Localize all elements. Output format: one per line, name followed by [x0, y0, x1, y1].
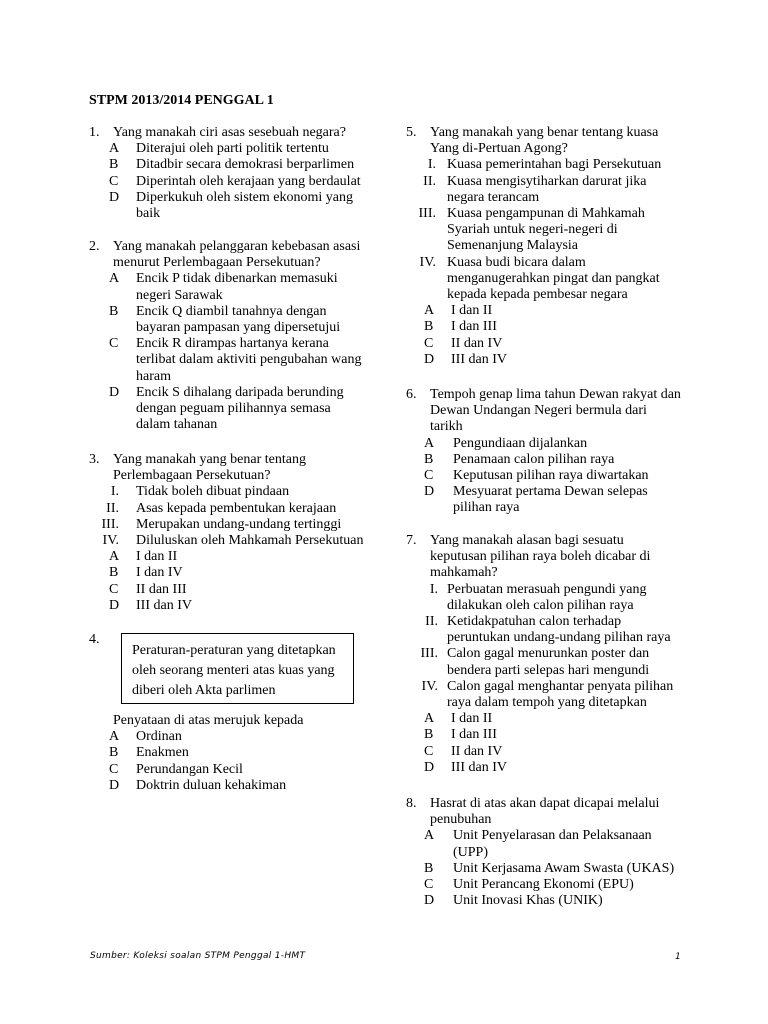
statement-numeral: I.: [429, 581, 438, 597]
option-letter: C: [424, 743, 434, 759]
stem-line: Yang di-Pertuan Agong?: [430, 141, 568, 157]
option-letter: C: [424, 877, 434, 893]
statement-text: Ketidakpatuhan calon terhadap: [447, 614, 622, 630]
option-text: Unit Kerjasama Awam Swasta (UKAS): [453, 860, 675, 876]
question-stem: Penyataan di atas merujuk kepada: [113, 713, 304, 728]
statement-numeral: IV.: [421, 678, 438, 694]
option-letter: C: [424, 468, 434, 484]
statement-item: [406, 206, 706, 255]
answer-option-b: [406, 861, 706, 877]
option-letter: A: [424, 711, 435, 727]
statement-item: [406, 679, 706, 711]
question-stem: [89, 125, 379, 141]
option-text: Unit Perancang Ekonomi (EPU): [453, 877, 634, 893]
option-letter: B: [109, 745, 119, 761]
answer-option-c: [89, 174, 379, 190]
question-2: [89, 239, 379, 433]
question-5: [406, 125, 706, 368]
option-letter: B: [109, 565, 119, 581]
option-text: bayaran pampasan yang dipersetujui: [136, 320, 341, 336]
question-8: [406, 796, 706, 909]
page-number: 1: [675, 952, 681, 962]
statement-numeral: II.: [106, 500, 119, 516]
statement-text: Diluluskan oleh Mahkamah Persekutuan: [136, 533, 364, 549]
stem-line: Yang manakah yang benar tentang: [113, 452, 306, 467]
question-4: [109, 713, 403, 794]
statement-text: Tidak boleh dibuat pindaan: [136, 484, 290, 500]
option-text: Unit Penyelarasan dan Pelaksanaan: [453, 828, 652, 844]
statement-item: [406, 255, 706, 304]
box-line: oleh seorang menteri atas kuas yang: [132, 663, 335, 678]
stem-line: keputusan pilihan raya boleh dicabar di: [430, 549, 651, 565]
statement-numeral: III.: [420, 646, 438, 662]
answer-option-c: [109, 761, 403, 778]
statement-item: [406, 174, 706, 206]
statement-numeral: IV.: [102, 533, 119, 549]
question-1: [89, 125, 379, 222]
option-text: terlibat dalam aktiviti pengubahan wang: [136, 352, 362, 368]
option-letter: C: [424, 335, 434, 351]
statement-item: [406, 582, 706, 614]
footer-source: Sumber: Koleksi soalan STPM Penggal 1-HMT: [90, 951, 306, 961]
option-letter: A: [424, 303, 435, 319]
option-text: Keputusan pilihan raya diwartakan: [453, 468, 649, 484]
option-text: (UPP): [453, 844, 489, 860]
option-text: Enakmen: [136, 745, 189, 761]
question-stem: [89, 239, 379, 271]
question-6: [406, 387, 706, 517]
answer-option-b: [89, 565, 379, 581]
statement-text: Syariah untuk negeri-negeri di: [447, 222, 618, 238]
statement-text: Calon gagal menghantar penyata pilihan: [447, 678, 674, 694]
option-text: dalam tahanan: [136, 417, 218, 433]
option-letter: B: [424, 451, 434, 467]
answer-option-a: [406, 436, 706, 452]
stem-line: Dewan Undangan Negeri bermula dari: [430, 403, 647, 419]
stem-line: Hasrat di atas akan dapat dicapai melalui: [430, 796, 660, 811]
answer-option-d: [406, 352, 706, 368]
question-number: 5.: [406, 125, 417, 140]
statement-item: [406, 157, 706, 173]
question-number: 2.: [89, 239, 100, 254]
question-stem: [406, 796, 706, 828]
question-number: 6.: [406, 387, 417, 402]
option-text: III dan IV: [451, 759, 507, 775]
option-text: Encik Q diambil tanahnya dengan: [136, 303, 327, 319]
option-letter: A: [424, 828, 435, 844]
option-text: III dan IV: [451, 351, 507, 367]
answer-option-c: [406, 744, 706, 760]
question-stem: [406, 387, 706, 436]
option-letter: D: [424, 893, 435, 909]
option-text: baik: [136, 206, 161, 222]
answer-option-d: [406, 484, 706, 516]
option-text: Doktrin duluan kehakiman: [136, 777, 287, 793]
statement-item: [89, 484, 379, 500]
option-text: Ditadbir secara demokrasi berparlimen: [136, 157, 355, 173]
page-title: STPM 2013/2014 PENGGAL 1: [89, 93, 274, 108]
statement-text: kepada kepada pembesar negara: [447, 287, 628, 303]
option-letter: A: [109, 271, 120, 287]
option-text: Diperkukuh oleh sistem ekonomi yang: [136, 189, 353, 205]
statement-numeral: IV.: [419, 254, 436, 270]
option-letter: B: [424, 319, 434, 335]
statement-text: peruntukan undang-undang pilihan raya: [447, 630, 671, 646]
stem-line: Tempoh genap lima tahun Dewan rakyat dan: [430, 387, 681, 402]
answer-option-c: [89, 336, 379, 385]
statement-text: Kuasa pemerintahan bagi Persekutuan: [447, 157, 662, 173]
option-text: I dan II: [451, 303, 493, 319]
answer-option-b: [406, 319, 706, 335]
option-letter: B: [109, 157, 119, 173]
option-text: II dan III: [136, 581, 187, 597]
answer-option-d: [89, 598, 379, 614]
statement-numeral: II.: [423, 173, 436, 189]
answer-option-b: [406, 452, 706, 468]
statement-numeral: I.: [110, 484, 119, 500]
option-text: Diterajui oleh parti politik tertentu: [136, 141, 329, 157]
option-letter: A: [424, 435, 435, 451]
answer-option-b: [109, 745, 403, 761]
question-7: [406, 533, 706, 776]
statement-text: raya dalam tempoh yang ditetapkan: [447, 695, 647, 711]
answer-option-d: [89, 190, 379, 222]
option-letter: D: [109, 777, 120, 793]
stem-line: Yang manakah alasan bagi sesuatu: [430, 533, 624, 548]
answer-option-c: [406, 877, 706, 893]
option-text: II dan IV: [451, 335, 503, 351]
statement-item: [89, 501, 379, 517]
option-text: I dan IV: [136, 565, 183, 581]
answer-option-a: [89, 141, 379, 157]
statement-text: Merupakan undang-undang tertinggi: [136, 516, 342, 532]
statement-text: negara terancam: [447, 189, 540, 205]
answer-option-b: [406, 727, 706, 743]
answer-option-a: [406, 828, 706, 860]
box-line: Peraturan-peraturan yang ditetapkan: [132, 643, 336, 658]
stem-line: penubuhan: [430, 812, 492, 828]
stem-line: Perlembagaan Persekutuan?: [113, 468, 271, 484]
statement-numeral: III.: [418, 206, 436, 222]
option-text: pilihan raya: [453, 500, 520, 516]
statement-text: Kuasa budi bicara dalam: [447, 254, 586, 270]
option-letter: B: [424, 727, 434, 743]
option-text: Penamaan calon pilihan raya: [453, 451, 615, 467]
answer-option-c: [406, 336, 706, 352]
answer-option-c: [406, 468, 706, 484]
option-text: I dan II: [136, 549, 178, 565]
option-text: dengan peguam pilihannya semasa: [136, 401, 331, 417]
question-stem: [89, 452, 379, 484]
option-text: Mesyuarat pertama Dewan selepas: [453, 484, 648, 500]
question-number: 1.: [89, 125, 100, 140]
option-text: Diperintah oleh kerajaan yang berdaulat: [136, 173, 361, 189]
statement-text: Asas kepada pembentukan kerajaan: [136, 500, 337, 516]
answer-option-d: [406, 893, 706, 909]
statement-text: bendera parti selepas hari mengundi: [447, 662, 650, 678]
statement-item: [406, 646, 706, 678]
statement-item: [89, 517, 379, 533]
option-letter: C: [109, 581, 119, 597]
option-letter: D: [424, 484, 435, 500]
option-letter: B: [424, 860, 434, 876]
question-number: 3.: [89, 452, 100, 467]
question-stem: [406, 533, 706, 582]
option-letter: D: [109, 384, 120, 400]
option-text: I dan III: [451, 727, 497, 743]
answer-option-d: [406, 760, 706, 776]
option-letter: C: [109, 761, 119, 777]
answer-option-a: [89, 549, 379, 565]
question-number: 7.: [406, 533, 417, 548]
stem-line: tarikh: [430, 419, 463, 435]
option-text: haram: [136, 368, 171, 384]
answer-option-a: [406, 711, 706, 727]
option-letter: D: [424, 351, 435, 367]
question-4-statement-box: [121, 633, 354, 704]
stem-line: menurut Perlembagaan Persekutuan?: [113, 255, 321, 271]
question-3: [89, 452, 379, 614]
option-letter: D: [109, 189, 120, 205]
option-text: Encik P tidak dibenarkan memasuki: [136, 271, 338, 287]
option-letter: A: [109, 729, 120, 745]
option-text: II dan IV: [451, 743, 503, 759]
option-text: I dan II: [451, 711, 493, 727]
answer-option-c: [89, 582, 379, 598]
option-text: Encik R dirampas hartanya kerana: [136, 336, 329, 352]
statement-text: Kuasa pengampunan di Mahkamah: [447, 206, 645, 222]
answer-option-a: [89, 271, 379, 303]
stem-line: mahkamah?: [430, 565, 498, 581]
statement-item: [406, 614, 706, 646]
statement-text: Semenanjung Malaysia: [447, 238, 579, 254]
question-number: 4.: [89, 632, 100, 647]
option-letter: B: [109, 303, 119, 319]
answer-option-b: [89, 157, 379, 173]
option-text: Pengundiaan dijalankan: [453, 435, 588, 451]
option-letter: A: [109, 549, 120, 565]
answer-option-d: [109, 777, 403, 794]
option-text: Perundangan Kecil: [136, 761, 243, 777]
statement-text: Kuasa mengisytiharkan darurat jika: [447, 173, 647, 189]
option-letter: D: [109, 597, 120, 613]
stem-line: Yang manakah ciri asas sesebuah negara?: [113, 125, 346, 140]
statement-text: menganugerahkan pingat dan pangkat: [447, 270, 660, 286]
box-line: diberi oleh Akta parlimen: [132, 683, 276, 698]
question-number: 8.: [406, 796, 417, 811]
statement-text: Perbuatan merasuah pengundi yang: [447, 581, 647, 597]
statement-numeral: III.: [101, 516, 119, 532]
question-stem: [406, 125, 706, 157]
option-text: III dan IV: [136, 597, 192, 613]
stem-line: Yang manakah pelanggaran kebebasan asasi: [113, 239, 361, 254]
option-letter: D: [424, 759, 435, 775]
answer-option-b: [89, 304, 379, 336]
option-text: Unit Inovasi Khas (UNIK): [453, 893, 603, 909]
statement-numeral: I.: [427, 157, 436, 173]
option-text: Ordinan: [136, 729, 182, 745]
statement-text: dilakukan oleh calon pilihan raya: [447, 597, 634, 613]
answer-option-d: [89, 385, 379, 434]
answer-option-a: [109, 729, 403, 745]
option-letter: A: [109, 141, 120, 157]
statement-item: [89, 533, 379, 549]
statement-text: Calon gagal menurunkan poster dan: [447, 646, 650, 662]
option-text: negeri Sarawak: [136, 287, 223, 303]
option-text: Encik S dihalang daripada berunding: [136, 384, 344, 400]
statement-numeral: II.: [425, 614, 438, 630]
answer-option-a: [406, 303, 706, 319]
option-text: I dan III: [451, 319, 497, 335]
option-letter: C: [109, 173, 119, 189]
option-letter: C: [109, 336, 119, 352]
stem-line: Yang manakah yang benar tentang kuasa: [430, 125, 659, 140]
